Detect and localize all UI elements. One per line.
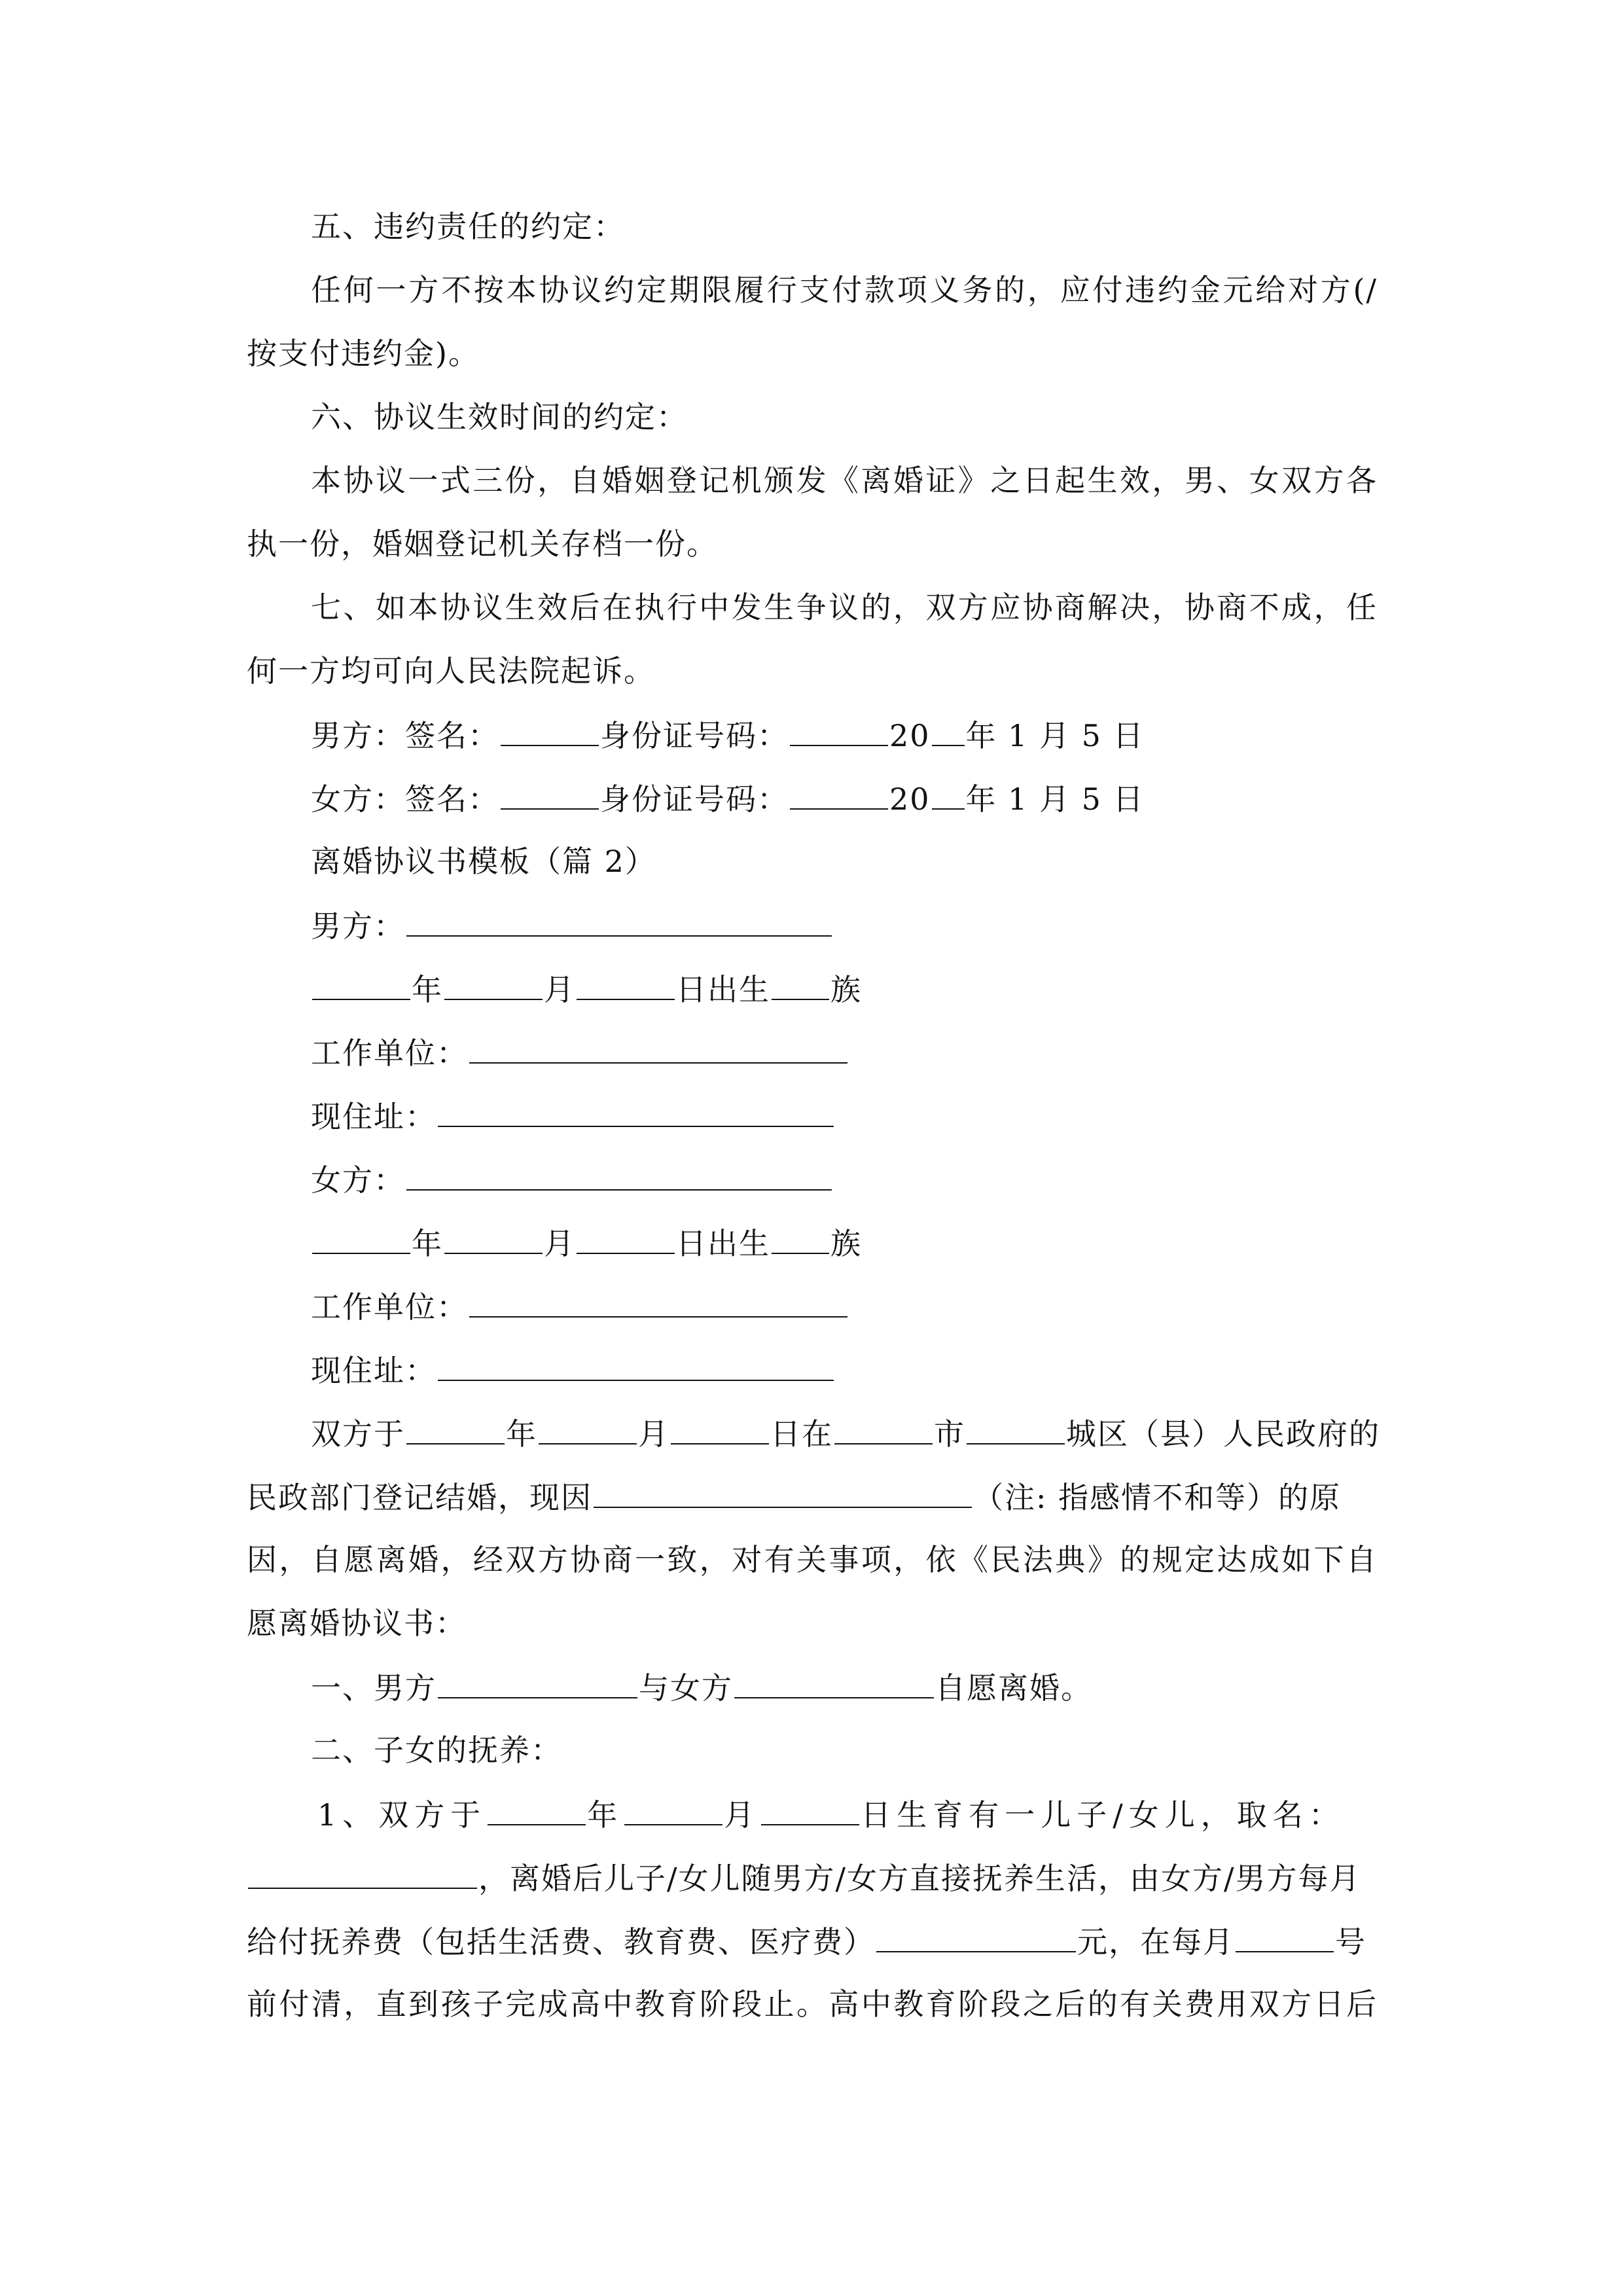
section7-line2: 何一方均可向人民法院起诉。 xyxy=(247,653,655,689)
male-label: 男方： xyxy=(311,908,405,944)
female-name-blank[interactable] xyxy=(406,1159,832,1191)
marriage-day-blank[interactable] xyxy=(671,1413,769,1444)
child-l3-c: 号 xyxy=(1335,1924,1366,1960)
child-name-blank[interactable] xyxy=(248,1857,477,1889)
marriage-month-blank[interactable] xyxy=(539,1413,637,1444)
child-l1-b: 年 xyxy=(587,1797,624,1833)
male-id-label: 身份证号码： xyxy=(600,718,789,753)
male-birth-year-label: 年 xyxy=(412,972,443,1007)
section5-body-line2: 按支付违约金)。 xyxy=(247,336,480,371)
female-id-label: 身份证号码： xyxy=(600,781,789,817)
male-birth-line xyxy=(311,969,862,1009)
male-birth-month-blank[interactable] xyxy=(444,969,543,1000)
child-l1-d: 日生育有一儿子/女儿，取名： xyxy=(861,1797,1345,1833)
child-line2 xyxy=(247,1857,1361,1898)
item1-b: 与女方 xyxy=(639,1670,733,1706)
female-signature-blank[interactable] xyxy=(501,778,599,810)
male-year-prefix: 20 xyxy=(889,718,931,753)
male-birth-year-blank[interactable] xyxy=(312,969,410,1000)
child-birth-month-blank[interactable] xyxy=(624,1794,722,1825)
male-name-blank[interactable] xyxy=(406,905,832,937)
section6-heading: 六、协议生效时间的约定： xyxy=(311,399,688,435)
female-year-prefix: 20 xyxy=(889,781,931,817)
female-signature-prefix: 女方：签名： xyxy=(311,781,499,817)
intro-line1 xyxy=(311,1413,1380,1454)
female-birth-day-label: 日出生 xyxy=(676,1226,770,1261)
female-ethnicity-label: 族 xyxy=(830,1226,862,1261)
female-birth-month-label: 月 xyxy=(544,1226,575,1261)
female-address-line xyxy=(311,1350,835,1390)
intro-text-a: 双方于 xyxy=(311,1416,405,1452)
male-birth-day-label: 日出生 xyxy=(676,972,770,1007)
section6-body-line2: 执一份，婚姻登记机关存档一份。 xyxy=(247,526,718,562)
marriage-city-blank[interactable] xyxy=(834,1413,933,1444)
child-line4: 前付清，直到孩子完成高中教育阶段止。高中教育阶段之后的有关费用双方日后 xyxy=(247,1986,1378,2022)
item1-line xyxy=(311,1667,1092,1708)
male-signature-blank[interactable] xyxy=(501,715,599,746)
female-birth-line xyxy=(311,1223,862,1263)
male-name-line xyxy=(311,905,833,946)
female-name-line xyxy=(311,1159,833,1200)
male-address-label: 现住址： xyxy=(311,1099,437,1134)
female-label: 女方： xyxy=(311,1162,405,1198)
female-address-blank[interactable] xyxy=(438,1350,834,1381)
male-ethnicity-label: 族 xyxy=(830,972,862,1007)
male-birth-day-blank[interactable] xyxy=(577,969,675,1000)
female-id-blank[interactable] xyxy=(790,778,888,810)
intro-year: 年 xyxy=(506,1416,537,1452)
section7-line1: 七、如本协议生效后在执行中发生争议的，双方应协商解决，协商不成，任 xyxy=(311,590,1378,625)
female-ethnicity-blank[interactable] xyxy=(772,1223,829,1254)
item1-female-blank[interactable] xyxy=(734,1667,934,1698)
child-line1 xyxy=(317,1794,1345,1835)
intro-line4: 愿离婚协议书： xyxy=(247,1605,467,1641)
male-id-blank[interactable] xyxy=(790,715,888,746)
intro-line2-a: 民政部门登记结婚，现因 xyxy=(247,1480,592,1515)
female-signature-line xyxy=(311,778,1145,819)
section5-body-line1: 任何一方不按本协议约定期限履行支付款项义务的，应付违约金元给对方(/ xyxy=(311,272,1378,308)
female-address-label: 现住址： xyxy=(311,1353,437,1388)
item1-male-blank[interactable] xyxy=(438,1667,637,1698)
section5-heading: 五、违约责任的约定： xyxy=(311,209,625,244)
child-birth-day-blank[interactable] xyxy=(761,1794,859,1825)
male-work-label: 工作单位： xyxy=(311,1035,468,1071)
male-year-blank[interactable] xyxy=(932,715,965,746)
intro-district: 城区（县）人民政府的 xyxy=(1066,1416,1380,1452)
male-work-blank[interactable] xyxy=(469,1032,847,1064)
item1-a: 一、男方 xyxy=(311,1670,437,1706)
female-birth-year-blank[interactable] xyxy=(312,1223,410,1254)
female-year-blank[interactable] xyxy=(932,778,965,810)
male-ethnicity-blank[interactable] xyxy=(772,969,829,1000)
male-work-line xyxy=(311,1032,849,1073)
template2-title: 离婚协议书模板（篇 2） xyxy=(311,844,656,879)
male-date-suffix: 年 1 月 5 日 xyxy=(965,718,1145,753)
divorce-reason-blank[interactable] xyxy=(594,1477,972,1508)
intro-line2-b: （注: 指感情不和等）的原 xyxy=(973,1480,1342,1515)
child-l3-a: 给付抚养费（包括生活费、教育费、医疗费） xyxy=(247,1924,875,1960)
female-work-line xyxy=(311,1286,849,1327)
intro-month: 月 xyxy=(638,1416,669,1452)
child-birth-year-blank[interactable] xyxy=(488,1794,586,1825)
marriage-year-blank[interactable] xyxy=(406,1413,505,1444)
child-line3 xyxy=(247,1921,1366,1962)
intro-city: 市 xyxy=(934,1416,965,1452)
male-address-blank[interactable] xyxy=(438,1096,834,1127)
marriage-district-blank[interactable] xyxy=(967,1413,1065,1444)
item1-c: 自愿离婚。 xyxy=(935,1670,1092,1706)
male-birth-month-label: 月 xyxy=(544,972,575,1007)
female-work-blank[interactable] xyxy=(469,1286,847,1318)
male-address-line xyxy=(311,1096,835,1136)
male-signature-line xyxy=(311,715,1145,755)
female-birth-day-blank[interactable] xyxy=(577,1223,675,1254)
female-work-label: 工作单位： xyxy=(311,1289,468,1325)
intro-line3: 因，自愿离婚，经双方协商一致，对有关事项，依《民法典》的规定达成如下自 xyxy=(247,1542,1378,1577)
section6-body-line1: 本协议一式三份，自婚姻登记机颁发《离婚证》之日起生效，男、女双方各 xyxy=(311,463,1378,498)
child-l1-a: 1、双方于 xyxy=(317,1797,487,1833)
intro-line2 xyxy=(247,1477,1341,1517)
intro-day: 日在 xyxy=(770,1416,833,1452)
female-date-suffix: 年 1 月 5 日 xyxy=(965,781,1145,817)
child-support-day-blank[interactable] xyxy=(1236,1921,1334,1952)
male-signature-prefix: 男方：签名： xyxy=(311,718,499,753)
child-support-amount-blank[interactable] xyxy=(876,1921,1076,1952)
female-birth-month-blank[interactable] xyxy=(444,1223,543,1254)
child-l3-b: 元，在每月 xyxy=(1077,1924,1234,1960)
item2-heading: 二、子女的抚养： xyxy=(311,1732,562,1768)
female-birth-year-label: 年 xyxy=(412,1226,443,1261)
child-l1-c: 月 xyxy=(724,1797,760,1833)
child-l2: ，离婚后儿子/女儿随男方/女方直接抚养生活，由女方/男方每月 xyxy=(478,1861,1361,1896)
